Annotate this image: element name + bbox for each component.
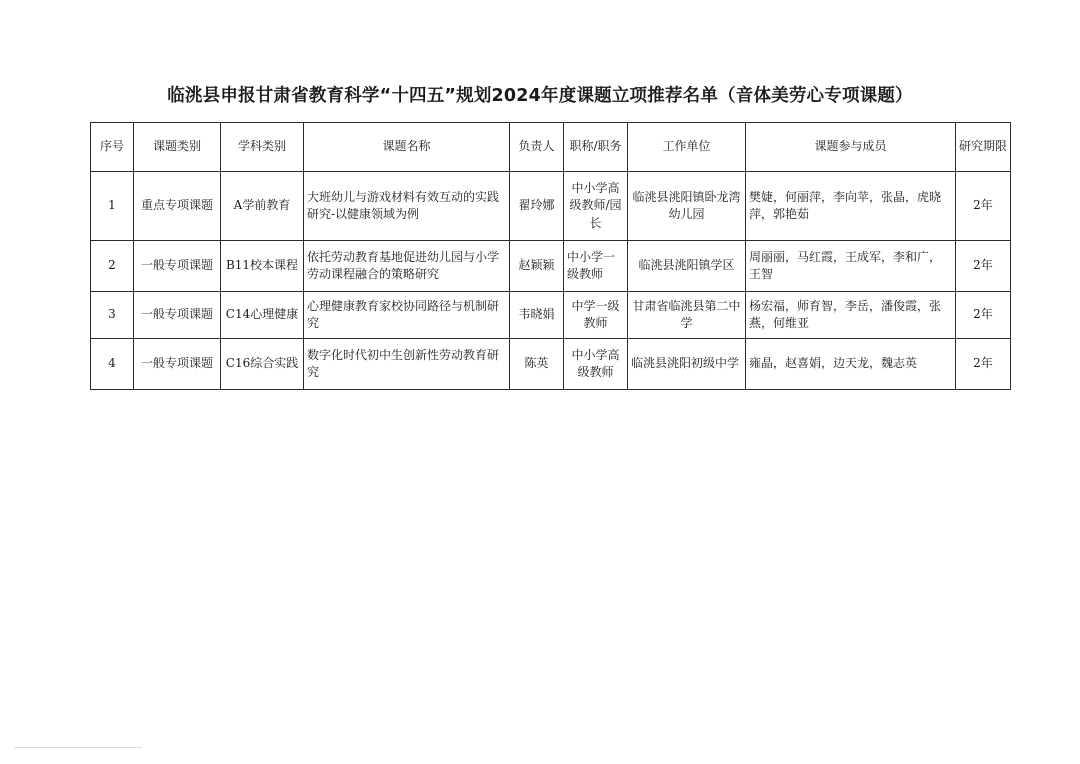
cell-index: 4: [91, 339, 134, 390]
cell-topic: 心理健康教育家校协同路径与机制研究: [304, 292, 510, 339]
cell-period: 2年: [956, 172, 1011, 241]
header-unit: 工作单位: [628, 123, 746, 172]
header-index: 序号: [91, 123, 134, 172]
table-row: [91, 241, 1011, 292]
table-row: [91, 292, 1011, 339]
cell-unit: 临洮县洮阳初级中学: [628, 339, 746, 390]
cell-topic: 数字化时代初中生创新性劳动教育研究: [304, 339, 510, 390]
table-row: [91, 172, 1011, 241]
header-category: 课题类别: [134, 123, 221, 172]
table-header-row: [91, 123, 1011, 172]
cell-leader: 韦晓娟: [510, 292, 564, 339]
cell-period: 2年: [956, 292, 1011, 339]
cell-category: 一般专项课题: [134, 339, 221, 390]
header-leader: 负责人: [510, 123, 564, 172]
cell-index: 1: [91, 172, 134, 241]
recommendation-table: [90, 122, 1011, 390]
cell-subject: A学前教育: [221, 172, 304, 241]
cell-leader: 陈英: [510, 339, 564, 390]
cell-leader: 翟玲娜: [510, 172, 564, 241]
cell-category: 一般专项课题: [134, 241, 221, 292]
cell-position: 中小学高级教师: [564, 339, 628, 390]
page-title: 临洮县申报甘肃省教育科学“十四五”规划2024年度课题立项推荐名单（音体美劳心专项课题）: [167, 86, 913, 106]
cell-members: 周丽丽，马红霞，王成军，李和广，王智: [746, 241, 956, 292]
cell-position: 中小学一级教师: [564, 241, 628, 292]
cell-members: 樊婕，何丽萍，李向苹，张晶，虎晓萍，郭艳茹: [746, 172, 956, 241]
cell-subject: C14心理健康: [221, 292, 304, 339]
header-period: 研究期限: [956, 123, 1011, 172]
scan-edge-mark: [14, 747, 142, 748]
cell-position: 中小学高级教师/园长: [564, 172, 628, 241]
cell-subject: C16综合实践: [221, 339, 304, 390]
cell-topic: 依托劳动教育基地促进幼儿园与小学劳动课程融合的策略研究: [304, 241, 510, 292]
cell-category: 重点专项课题: [134, 172, 221, 241]
cell-unit: 甘肃省临洮县第二中学: [628, 292, 746, 339]
cell-category: 一般专项课题: [134, 292, 221, 339]
table-row: [91, 339, 1011, 390]
cell-leader: 赵颖颖: [510, 241, 564, 292]
cell-position: 中学一级教师: [564, 292, 628, 339]
cell-unit: 临洮县洮阳镇卧龙湾幼儿园: [628, 172, 746, 241]
header-members: 课题参与成员: [746, 123, 956, 172]
cell-index: 2: [91, 241, 134, 292]
cell-unit: 临洮县洮阳镇学区: [628, 241, 746, 292]
cell-subject: B11校本课程: [221, 241, 304, 292]
header-topic: 课题名称: [304, 123, 510, 172]
cell-period: 2年: [956, 241, 1011, 292]
header-subject: 学科类别: [221, 123, 304, 172]
cell-topic: 大班幼儿与游戏材料有效互动的实践研究-以健康领域为例: [304, 172, 510, 241]
cell-members: 雍晶，赵喜娟，边天龙，魏志英: [746, 339, 956, 390]
header-position: 职称/职务: [564, 123, 628, 172]
cell-period: 2年: [956, 339, 1011, 390]
cell-index: 3: [91, 292, 134, 339]
cell-members: 杨宏福，师育智，李岳，潘俊霞，张燕，何维亚: [746, 292, 956, 339]
